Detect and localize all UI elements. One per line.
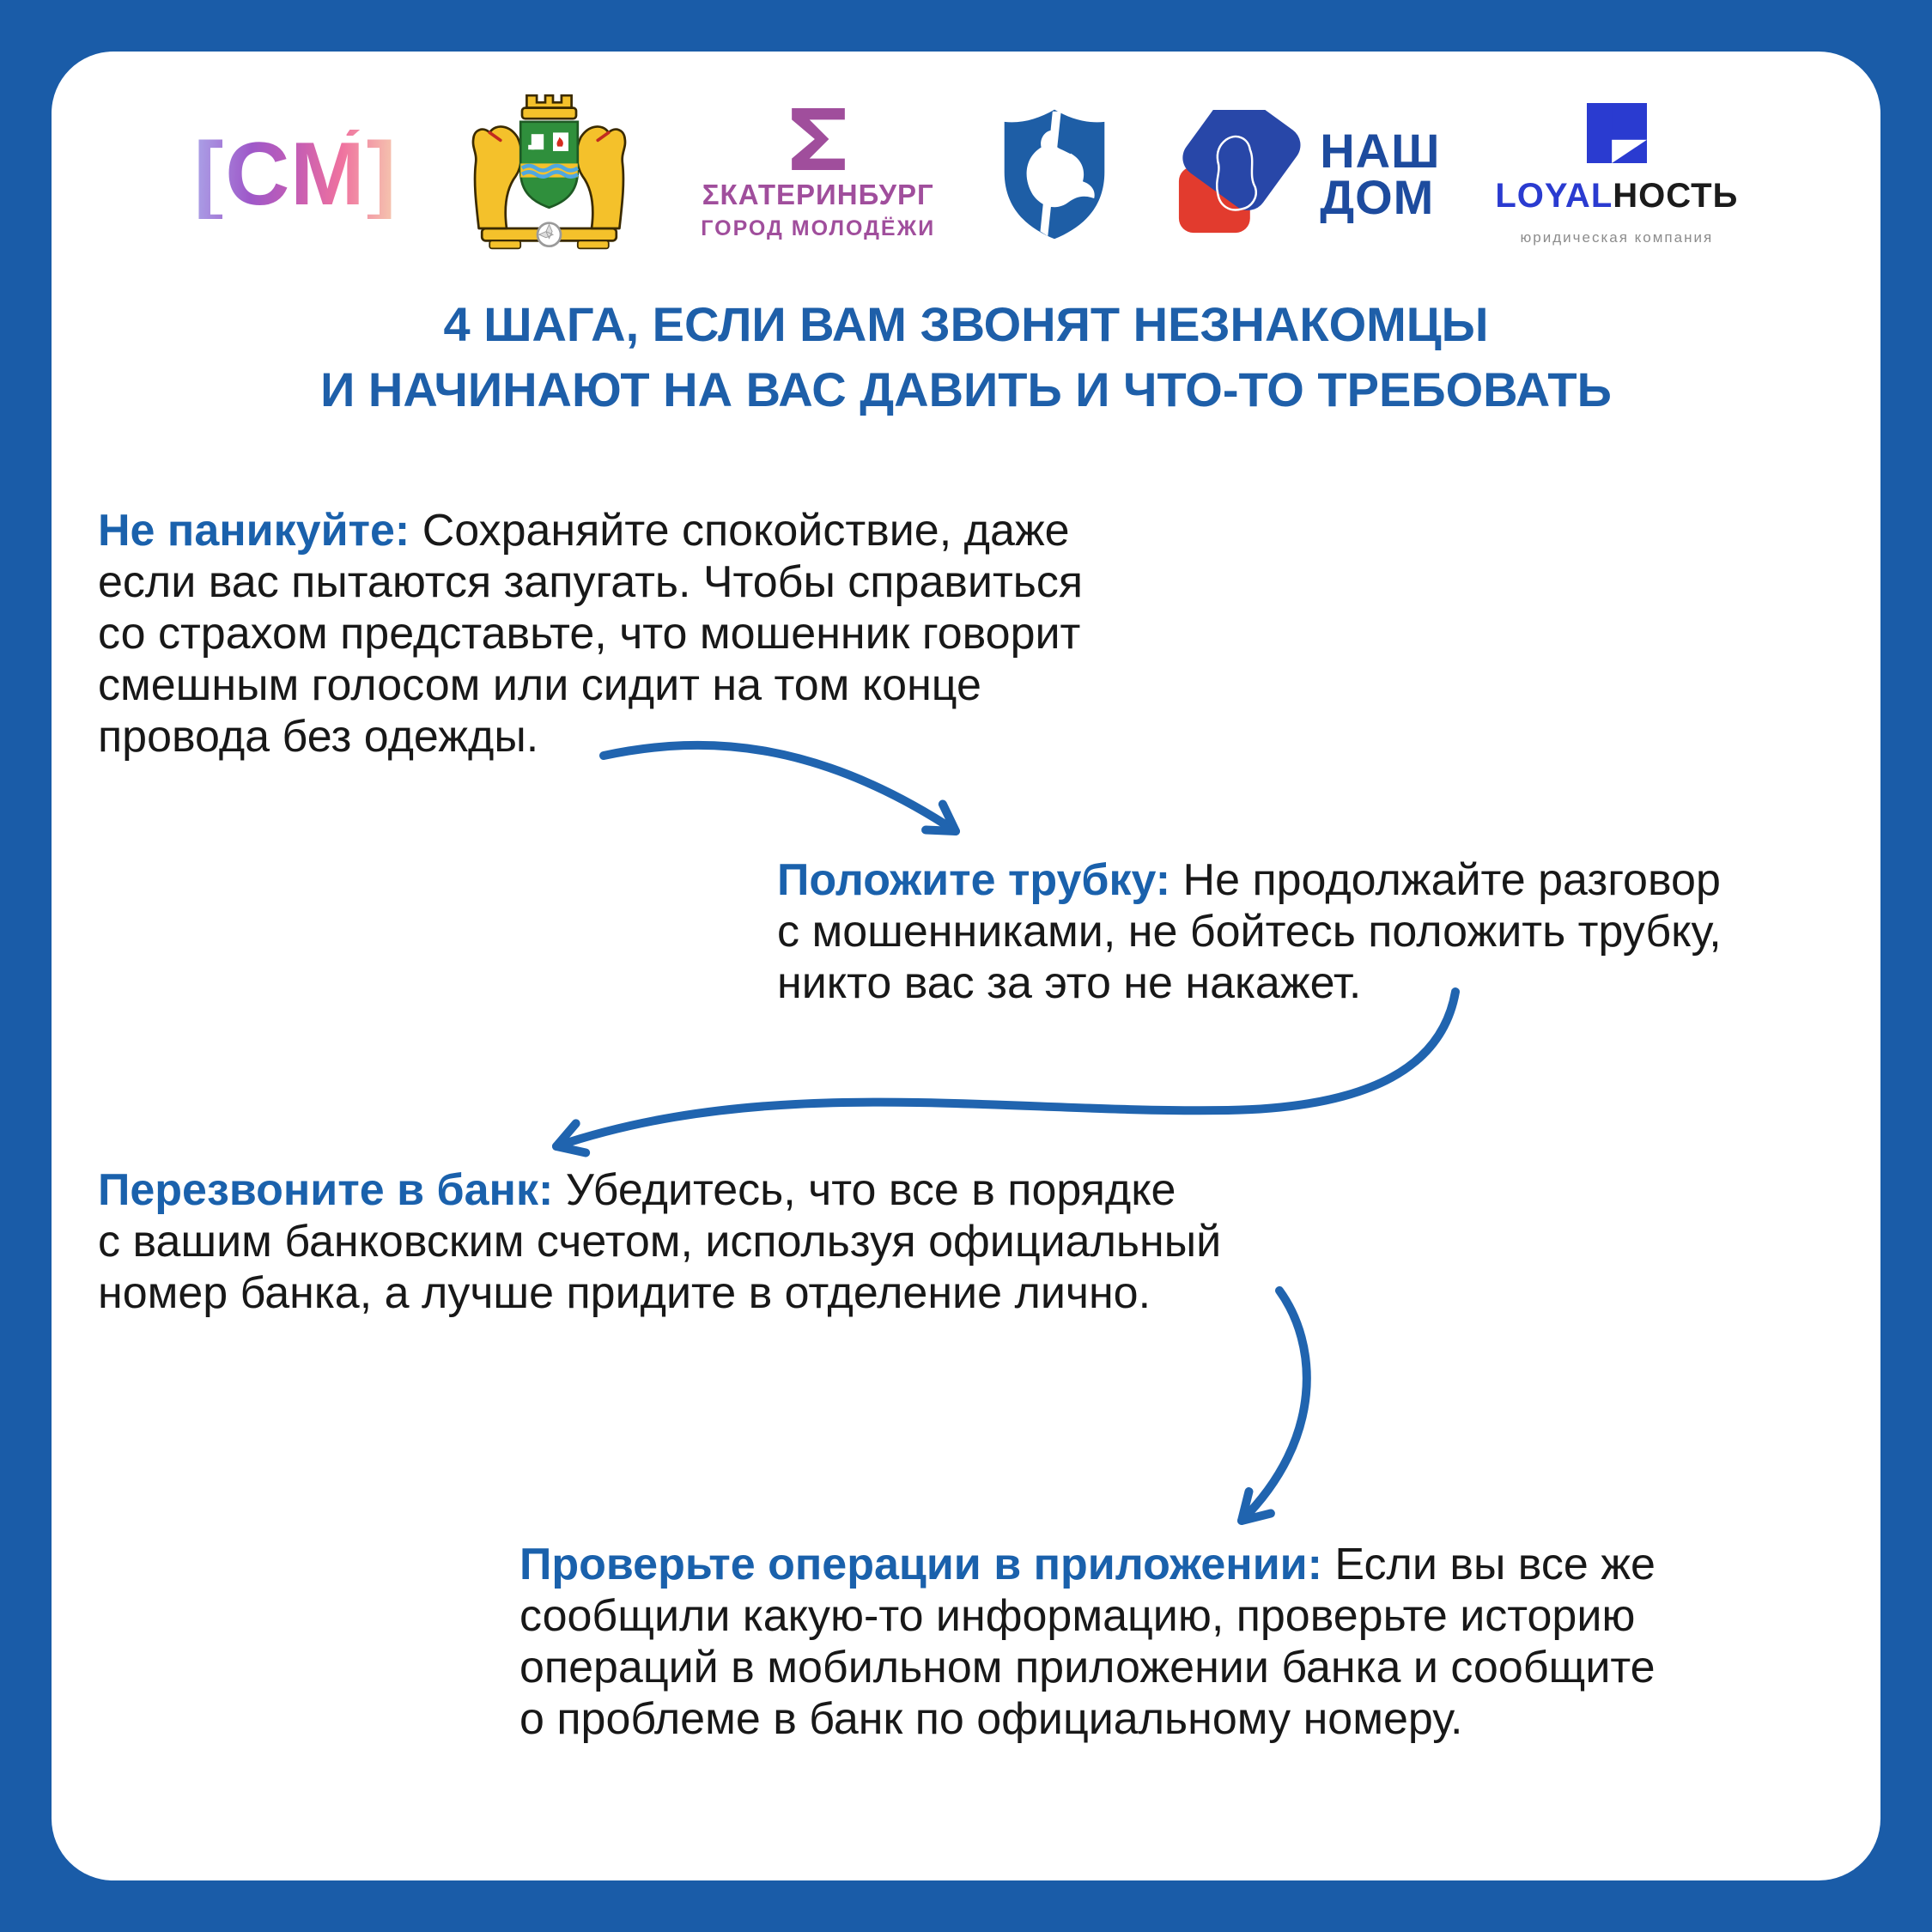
step-line: с мошенниками, не бойтесь положить трубку,: [777, 907, 1722, 957]
loyal-word-black: НОСТЬ: [1613, 176, 1739, 215]
ekb-logo-line2: ГОРОД МОЛОДЁЖИ: [701, 216, 936, 240]
nashdom-line2: ДОМ: [1320, 170, 1435, 224]
step-lead: Проверьте операции в приложении:: [519, 1540, 1335, 1589]
nash-dom-logo: [1174, 110, 1440, 239]
shield-dove-logo: [990, 104, 1119, 246]
step-lead: Не паникуйте:: [98, 506, 422, 556]
step-line: номер банка, а лучше придите в отделение лично.: [98, 1268, 1151, 1318]
ekaterinburg-city-of-youth-logo: [701, 108, 935, 241]
loyalnost-subtitle: юридическая компания: [1520, 228, 1714, 246]
loyal-word-blue: LOYAL: [1495, 176, 1613, 215]
arrow-step1-to-step2-icon: [597, 730, 992, 867]
arrow-step3-to-step4-icon: [1202, 1284, 1357, 1550]
step-line: Положите трубку: Не продолжайте разговор: [777, 855, 1721, 905]
ekb-logo-line1: ΣКАТЕРИНБУРГ: [702, 178, 934, 210]
step-lead: Перезвоните в банк:: [98, 1165, 566, 1215]
step-block-4: [519, 1539, 1656, 1745]
step-block-3: [98, 1164, 1221, 1319]
poster-title-line2: И НАЧИНАЮТ НА ВАС ДАВИТЬ И ЧТО-ТО ТРЕБОВАТЬ: [320, 362, 1612, 416]
loyal-l-mark-icon: [1587, 103, 1647, 163]
step-line: если вас пытаются запугать. Чтобы справиться: [98, 557, 1084, 607]
poster-card: [52, 52, 1880, 1880]
step-line: Проверьте операции в приложении: Если вы все же: [519, 1540, 1656, 1589]
step-line: никто вас за это не накажет.: [777, 958, 1362, 1008]
step-line: Не паникуйте: Сохраняйте спокойствие, даже: [98, 506, 1070, 556]
step-block-1: [98, 505, 1083, 762]
nashdom-house-icon: [1174, 110, 1301, 239]
sable-supporter: [577, 126, 625, 228]
step-line: со страхом представьте, что мошенник говорит: [98, 609, 1081, 659]
poster-title-line1: 4 ШАГА, ЕСЛИ ВАМ ЗВОНЯТ НЕЗНАКОМЦЫ: [443, 297, 1489, 351]
step-line: операций в мобильном приложении банка и сообщите: [519, 1643, 1656, 1692]
poster-title: [52, 292, 1880, 422]
step-line: сообщили какую-то информацию, проверьте историю: [519, 1591, 1636, 1641]
arrow-step2-to-step3-icon: [515, 983, 1494, 1181]
step-line: о проблеме в банк по официальному номеру.: [519, 1694, 1463, 1744]
sm-logo: [СМ́]: [193, 125, 398, 224]
step-line: смешным голосом или сидит на том конце: [98, 660, 981, 710]
logo-row: [52, 76, 1880, 273]
loyalnost-wordmark: [1495, 177, 1738, 216]
step-line: с вашим банковским счетом, используя официальный: [98, 1217, 1222, 1267]
loyalnost-logo: [1495, 103, 1738, 246]
step-line: провода без одежды.: [98, 712, 539, 762]
bear-supporter: [473, 126, 521, 228]
nashdom-line1: НАШ: [1320, 124, 1441, 178]
step-lead: Положите трубку:: [777, 855, 1183, 905]
step-line: Перезвоните в банк: Убедитесь, что все в порядке: [98, 1165, 1176, 1215]
ekaterinburg-coat-of-arms-logo: [453, 84, 646, 264]
ekb-sigma-icon: [792, 108, 845, 170]
